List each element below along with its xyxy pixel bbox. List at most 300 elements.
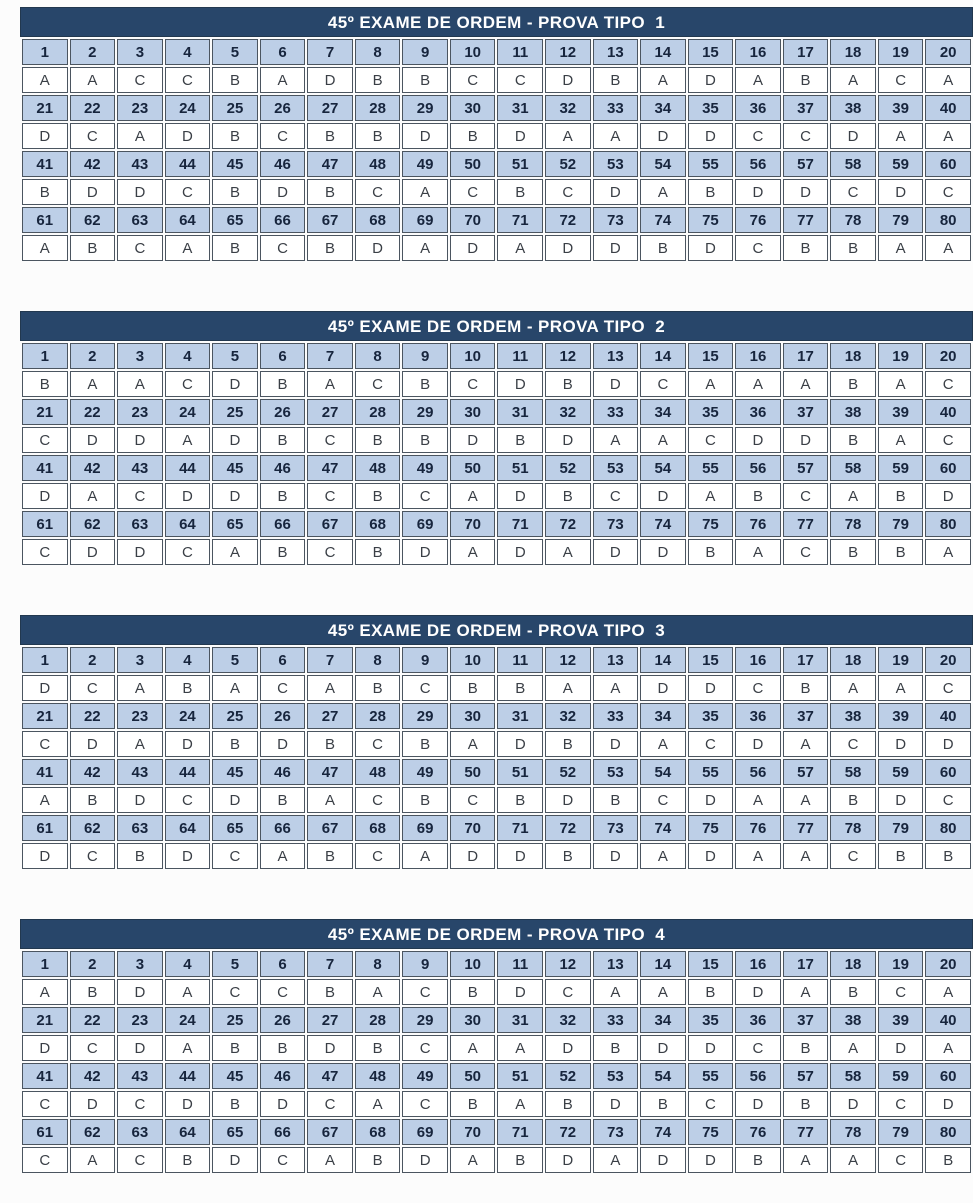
answer-cell: C <box>925 427 971 453</box>
answer-cell: C <box>688 427 734 453</box>
question-number-cell: 74 <box>640 207 686 233</box>
question-number-cell: 12 <box>545 647 591 673</box>
answer-cell: B <box>260 371 306 397</box>
question-number-cell: 67 <box>307 815 353 841</box>
question-number-cell: 35 <box>688 399 734 425</box>
answer-cell: D <box>22 1035 68 1061</box>
answer-cell: D <box>735 979 781 1005</box>
answer-cell: C <box>878 979 924 1005</box>
question-number-cell: 44 <box>165 151 211 177</box>
answer-cell: B <box>593 787 639 813</box>
question-number-cell: 37 <box>783 399 829 425</box>
answer-cell: C <box>735 675 781 701</box>
question-number-row <box>22 759 971 785</box>
answer-cell: B <box>450 979 496 1005</box>
answer-cell: B <box>212 1035 258 1061</box>
question-number-cell: 29 <box>402 399 448 425</box>
table-title: 45º EXAME DE ORDEM - PROVA TIPO 3 <box>20 615 973 645</box>
answer-cell: D <box>70 179 116 205</box>
answer-cell: A <box>640 67 686 93</box>
question-number-cell: 23 <box>117 95 163 121</box>
question-number-row <box>22 647 971 673</box>
question-number-cell: 13 <box>593 647 639 673</box>
question-number-cell: 1 <box>22 647 68 673</box>
question-number-cell: 54 <box>640 759 686 785</box>
answer-cell: C <box>307 539 353 565</box>
answer-cell: D <box>925 1091 971 1117</box>
answer-cell: D <box>70 1091 116 1117</box>
question-number-cell: 68 <box>355 815 401 841</box>
question-number-cell: 55 <box>688 1063 734 1089</box>
answer-cell: D <box>878 787 924 813</box>
question-number-cell: 53 <box>593 151 639 177</box>
answer-cell: C <box>355 731 401 757</box>
answer-cell: B <box>545 731 591 757</box>
answer-cell: A <box>830 67 876 93</box>
question-number-cell: 18 <box>830 647 876 673</box>
answer-cell: D <box>70 539 116 565</box>
question-number-cell: 23 <box>117 1007 163 1033</box>
question-number-cell: 23 <box>117 703 163 729</box>
answer-cell: A <box>165 427 211 453</box>
answer-cell: D <box>355 235 401 261</box>
answer-cell: C <box>783 123 829 149</box>
answer-cell: A <box>497 1035 543 1061</box>
question-number-cell: 63 <box>117 207 163 233</box>
answer-row <box>22 843 971 869</box>
question-number-cell: 13 <box>593 951 639 977</box>
answer-cell: C <box>830 731 876 757</box>
answer-cell: C <box>878 1147 924 1173</box>
question-number-cell: 57 <box>783 1063 829 1089</box>
question-number-cell: 42 <box>70 1063 116 1089</box>
answer-cell: B <box>878 483 924 509</box>
answer-cell: A <box>402 235 448 261</box>
question-number-cell: 74 <box>640 815 686 841</box>
question-number-cell: 45 <box>212 1063 258 1089</box>
answer-cell: D <box>117 1035 163 1061</box>
question-number-cell: 13 <box>593 39 639 65</box>
answer-cell: D <box>450 427 496 453</box>
answer-cell: B <box>70 979 116 1005</box>
answer-cell: D <box>165 731 211 757</box>
answer-row <box>22 731 971 757</box>
question-number-cell: 29 <box>402 1007 448 1033</box>
answer-cell: C <box>450 67 496 93</box>
question-number-cell: 43 <box>117 455 163 481</box>
question-number-cell: 15 <box>688 951 734 977</box>
answer-cell: A <box>830 1035 876 1061</box>
question-number-cell: 57 <box>783 151 829 177</box>
answer-cell: D <box>545 1147 591 1173</box>
question-number-cell: 52 <box>545 151 591 177</box>
answer-cell: C <box>260 675 306 701</box>
answer-cell: B <box>783 67 829 93</box>
question-number-cell: 3 <box>117 343 163 369</box>
question-number-cell: 59 <box>878 759 924 785</box>
question-number-cell: 6 <box>260 343 306 369</box>
question-number-cell: 57 <box>783 455 829 481</box>
answer-cell: B <box>497 179 543 205</box>
answer-cell: C <box>22 1147 68 1173</box>
question-number-cell: 50 <box>450 1063 496 1089</box>
question-number-cell: 36 <box>735 1007 781 1033</box>
question-number-cell: 30 <box>450 1007 496 1033</box>
exam-table-prova-tipo-4 <box>20 919 973 1175</box>
answer-cell: A <box>545 539 591 565</box>
answer-cell: C <box>830 843 876 869</box>
question-number-cell: 24 <box>165 1007 211 1033</box>
question-number-cell: 19 <box>878 39 924 65</box>
answer-cell: D <box>450 843 496 869</box>
answer-cell: C <box>402 979 448 1005</box>
answer-cell: A <box>783 371 829 397</box>
answer-cell: D <box>212 427 258 453</box>
answer-cell: A <box>925 979 971 1005</box>
answer-cell: D <box>735 1091 781 1117</box>
table-title: 45º EXAME DE ORDEM - PROVA TIPO 4 <box>20 919 973 949</box>
answer-cell: D <box>545 427 591 453</box>
question-number-cell: 32 <box>545 703 591 729</box>
question-number-cell: 10 <box>450 951 496 977</box>
question-number-cell: 6 <box>260 647 306 673</box>
answer-cell: A <box>925 1035 971 1061</box>
question-number-cell: 61 <box>22 1119 68 1145</box>
question-number-cell: 70 <box>450 511 496 537</box>
question-number-row <box>22 1007 971 1033</box>
answer-cell: D <box>640 483 686 509</box>
question-number-cell: 3 <box>117 647 163 673</box>
answer-cell: B <box>497 427 543 453</box>
question-number-cell: 47 <box>307 1063 353 1089</box>
answer-cell: D <box>497 731 543 757</box>
answer-cell: D <box>878 1035 924 1061</box>
answer-cell: D <box>640 123 686 149</box>
answer-cell: B <box>450 675 496 701</box>
question-number-cell: 68 <box>355 207 401 233</box>
question-number-cell: 18 <box>830 39 876 65</box>
question-number-cell: 27 <box>307 95 353 121</box>
answer-cell: D <box>70 427 116 453</box>
question-number-cell: 29 <box>402 95 448 121</box>
question-number-cell: 35 <box>688 1007 734 1033</box>
question-number-cell: 60 <box>925 1063 971 1089</box>
answer-cell: C <box>117 483 163 509</box>
question-number-cell: 72 <box>545 511 591 537</box>
answer-row <box>22 179 971 205</box>
answer-cell: D <box>593 235 639 261</box>
answer-cell: A <box>878 235 924 261</box>
answer-cell: A <box>212 539 258 565</box>
question-number-cell: 33 <box>593 399 639 425</box>
answer-cell: C <box>640 371 686 397</box>
question-number-cell: 29 <box>402 703 448 729</box>
answer-cell: C <box>22 427 68 453</box>
answer-cell: C <box>212 979 258 1005</box>
question-number-cell: 50 <box>450 455 496 481</box>
question-number-cell: 38 <box>830 399 876 425</box>
answer-cell: C <box>688 731 734 757</box>
answer-cell: A <box>117 731 163 757</box>
answer-cell: C <box>260 235 306 261</box>
question-number-cell: 49 <box>402 151 448 177</box>
question-number-cell: 65 <box>212 207 258 233</box>
answer-cell: A <box>925 123 971 149</box>
question-number-cell: 48 <box>355 1063 401 1089</box>
answer-cell: D <box>545 67 591 93</box>
answer-cell: B <box>640 1091 686 1117</box>
answer-row <box>22 787 971 813</box>
question-number-cell: 8 <box>355 951 401 977</box>
answer-cell: A <box>688 371 734 397</box>
answer-cell: B <box>307 843 353 869</box>
answer-cell: C <box>783 539 829 565</box>
question-number-cell: 20 <box>925 647 971 673</box>
question-number-cell: 17 <box>783 951 829 977</box>
answer-cell: B <box>212 1091 258 1117</box>
question-number-cell: 63 <box>117 511 163 537</box>
answer-cell: A <box>640 979 686 1005</box>
answer-cell: A <box>925 67 971 93</box>
answer-cell: C <box>22 731 68 757</box>
answer-cell: A <box>640 179 686 205</box>
answer-cell: C <box>735 235 781 261</box>
answer-cell: B <box>355 675 401 701</box>
question-number-cell: 2 <box>70 647 116 673</box>
question-number-cell: 79 <box>878 511 924 537</box>
answer-cell: A <box>545 123 591 149</box>
answer-cell: C <box>402 483 448 509</box>
answer-row <box>22 123 971 149</box>
answer-cell: B <box>783 675 829 701</box>
question-number-cell: 44 <box>165 455 211 481</box>
question-number-cell: 31 <box>497 1007 543 1033</box>
question-number-cell: 25 <box>212 703 258 729</box>
answer-cell: D <box>640 675 686 701</box>
question-number-row <box>22 39 971 65</box>
answer-cell: D <box>402 539 448 565</box>
answer-cell: A <box>640 731 686 757</box>
answer-cell: C <box>402 1035 448 1061</box>
question-number-cell: 51 <box>497 151 543 177</box>
answer-cell: B <box>450 1091 496 1117</box>
answer-cell: A <box>450 1147 496 1173</box>
question-number-cell: 33 <box>593 703 639 729</box>
question-number-cell: 27 <box>307 399 353 425</box>
question-number-cell: 42 <box>70 759 116 785</box>
question-number-cell: 14 <box>640 951 686 977</box>
answer-cell: D <box>593 539 639 565</box>
table-title: 45º EXAME DE ORDEM - PROVA TIPO 2 <box>20 311 973 341</box>
answer-cell: D <box>640 1147 686 1173</box>
question-number-cell: 47 <box>307 455 353 481</box>
answer-cell: C <box>70 675 116 701</box>
question-number-cell: 1 <box>22 39 68 65</box>
table-title: 45º EXAME DE ORDEM - PROVA TIPO 1 <box>20 7 973 37</box>
question-number-cell: 12 <box>545 951 591 977</box>
question-number-cell: 19 <box>878 647 924 673</box>
question-number-cell: 46 <box>260 151 306 177</box>
answer-cell: A <box>688 483 734 509</box>
question-number-cell: 69 <box>402 1119 448 1145</box>
question-number-cell: 68 <box>355 1119 401 1145</box>
answer-cell: A <box>450 1035 496 1061</box>
question-number-row <box>22 399 971 425</box>
answer-cell: B <box>830 371 876 397</box>
answer-cell: A <box>117 371 163 397</box>
answer-cell: C <box>402 1091 448 1117</box>
question-number-cell: 46 <box>260 759 306 785</box>
question-number-cell: 1 <box>22 951 68 977</box>
answer-cell: A <box>307 787 353 813</box>
answer-cell: D <box>117 427 163 453</box>
question-number-cell: 15 <box>688 647 734 673</box>
answer-cell: D <box>688 67 734 93</box>
answer-cell: B <box>925 843 971 869</box>
answer-cell: C <box>117 1147 163 1173</box>
question-number-cell: 8 <box>355 343 401 369</box>
question-number-cell: 60 <box>925 151 971 177</box>
answer-cell: B <box>925 1147 971 1173</box>
answer-cell: A <box>117 123 163 149</box>
question-number-cell: 77 <box>783 511 829 537</box>
question-number-cell: 40 <box>925 95 971 121</box>
question-number-cell: 76 <box>735 815 781 841</box>
question-number-cell: 21 <box>22 95 68 121</box>
answer-grid <box>20 949 973 1175</box>
answer-cell: D <box>593 179 639 205</box>
answer-cell: A <box>878 675 924 701</box>
question-number-cell: 41 <box>22 759 68 785</box>
answer-cell: D <box>640 1035 686 1061</box>
answer-cell: C <box>307 483 353 509</box>
answer-cell: B <box>70 235 116 261</box>
answer-cell: B <box>402 67 448 93</box>
question-number-cell: 65 <box>212 815 258 841</box>
question-number-cell: 37 <box>783 703 829 729</box>
question-number-cell: 15 <box>688 343 734 369</box>
question-number-row <box>22 207 971 233</box>
answer-cell: C <box>260 123 306 149</box>
answer-cell: C <box>878 1091 924 1117</box>
answer-cell: D <box>735 427 781 453</box>
question-number-cell: 55 <box>688 759 734 785</box>
answer-cell: C <box>22 539 68 565</box>
question-number-cell: 4 <box>165 343 211 369</box>
question-number-cell: 34 <box>640 1007 686 1033</box>
question-number-cell: 33 <box>593 1007 639 1033</box>
question-number-cell: 40 <box>925 1007 971 1033</box>
question-number-cell: 80 <box>925 1119 971 1145</box>
question-number-cell: 22 <box>70 1007 116 1033</box>
question-number-cell: 64 <box>165 511 211 537</box>
answer-cell: C <box>165 787 211 813</box>
answer-cell: A <box>307 675 353 701</box>
question-number-cell: 71 <box>497 1119 543 1145</box>
question-number-cell: 65 <box>212 511 258 537</box>
question-number-cell: 44 <box>165 1063 211 1089</box>
answer-cell: B <box>307 179 353 205</box>
answer-cell: A <box>212 675 258 701</box>
answer-cell: C <box>165 179 211 205</box>
question-number-cell: 37 <box>783 1007 829 1033</box>
question-number-cell: 21 <box>22 399 68 425</box>
question-number-cell: 41 <box>22 1063 68 1089</box>
answer-row <box>22 539 971 565</box>
answer-cell: A <box>593 979 639 1005</box>
answer-cell: A <box>593 427 639 453</box>
question-number-row <box>22 95 971 121</box>
question-number-cell: 51 <box>497 455 543 481</box>
question-number-cell: 71 <box>497 815 543 841</box>
question-number-cell: 69 <box>402 207 448 233</box>
question-number-cell: 32 <box>545 399 591 425</box>
question-number-cell: 39 <box>878 1007 924 1033</box>
question-number-row <box>22 455 971 481</box>
answer-cell: D <box>260 179 306 205</box>
question-number-cell: 73 <box>593 1119 639 1145</box>
answer-cell: B <box>355 1147 401 1173</box>
answer-cell: D <box>117 539 163 565</box>
answer-cell: C <box>70 1035 116 1061</box>
answer-cell: B <box>830 787 876 813</box>
question-number-cell: 28 <box>355 703 401 729</box>
answer-cell: B <box>450 123 496 149</box>
question-number-cell: 79 <box>878 1119 924 1145</box>
question-number-cell: 22 <box>70 399 116 425</box>
answer-cell: B <box>497 675 543 701</box>
question-number-cell: 4 <box>165 647 211 673</box>
question-number-cell: 78 <box>830 207 876 233</box>
question-number-cell: 48 <box>355 759 401 785</box>
question-number-cell: 20 <box>925 39 971 65</box>
answer-cell: D <box>22 675 68 701</box>
answer-cell: D <box>212 1147 258 1173</box>
answer-cell: D <box>545 1035 591 1061</box>
answer-cell: C <box>925 179 971 205</box>
answer-cell: B <box>735 483 781 509</box>
question-number-cell: 56 <box>735 759 781 785</box>
question-number-cell: 17 <box>783 39 829 65</box>
answer-cell: A <box>117 675 163 701</box>
question-number-cell: 47 <box>307 151 353 177</box>
answer-cell: C <box>450 371 496 397</box>
answer-cell: D <box>545 787 591 813</box>
question-number-cell: 31 <box>497 399 543 425</box>
answer-cell: B <box>70 787 116 813</box>
answer-cell: A <box>402 179 448 205</box>
answer-cell: C <box>593 483 639 509</box>
answer-cell: D <box>260 731 306 757</box>
answer-cell: A <box>783 1147 829 1173</box>
question-number-cell: 46 <box>260 455 306 481</box>
question-number-cell: 61 <box>22 207 68 233</box>
question-number-cell: 39 <box>878 95 924 121</box>
answer-cell: C <box>688 1091 734 1117</box>
question-number-cell: 79 <box>878 207 924 233</box>
answer-cell: A <box>22 67 68 93</box>
answer-cell: B <box>260 539 306 565</box>
answer-cell: B <box>783 1091 829 1117</box>
answer-cell: B <box>878 843 924 869</box>
answer-cell: B <box>355 1035 401 1061</box>
question-number-cell: 64 <box>165 815 211 841</box>
question-number-cell: 25 <box>212 399 258 425</box>
question-number-cell: 34 <box>640 703 686 729</box>
answer-cell: D <box>688 675 734 701</box>
question-number-cell: 78 <box>830 511 876 537</box>
question-number-cell: 41 <box>22 455 68 481</box>
